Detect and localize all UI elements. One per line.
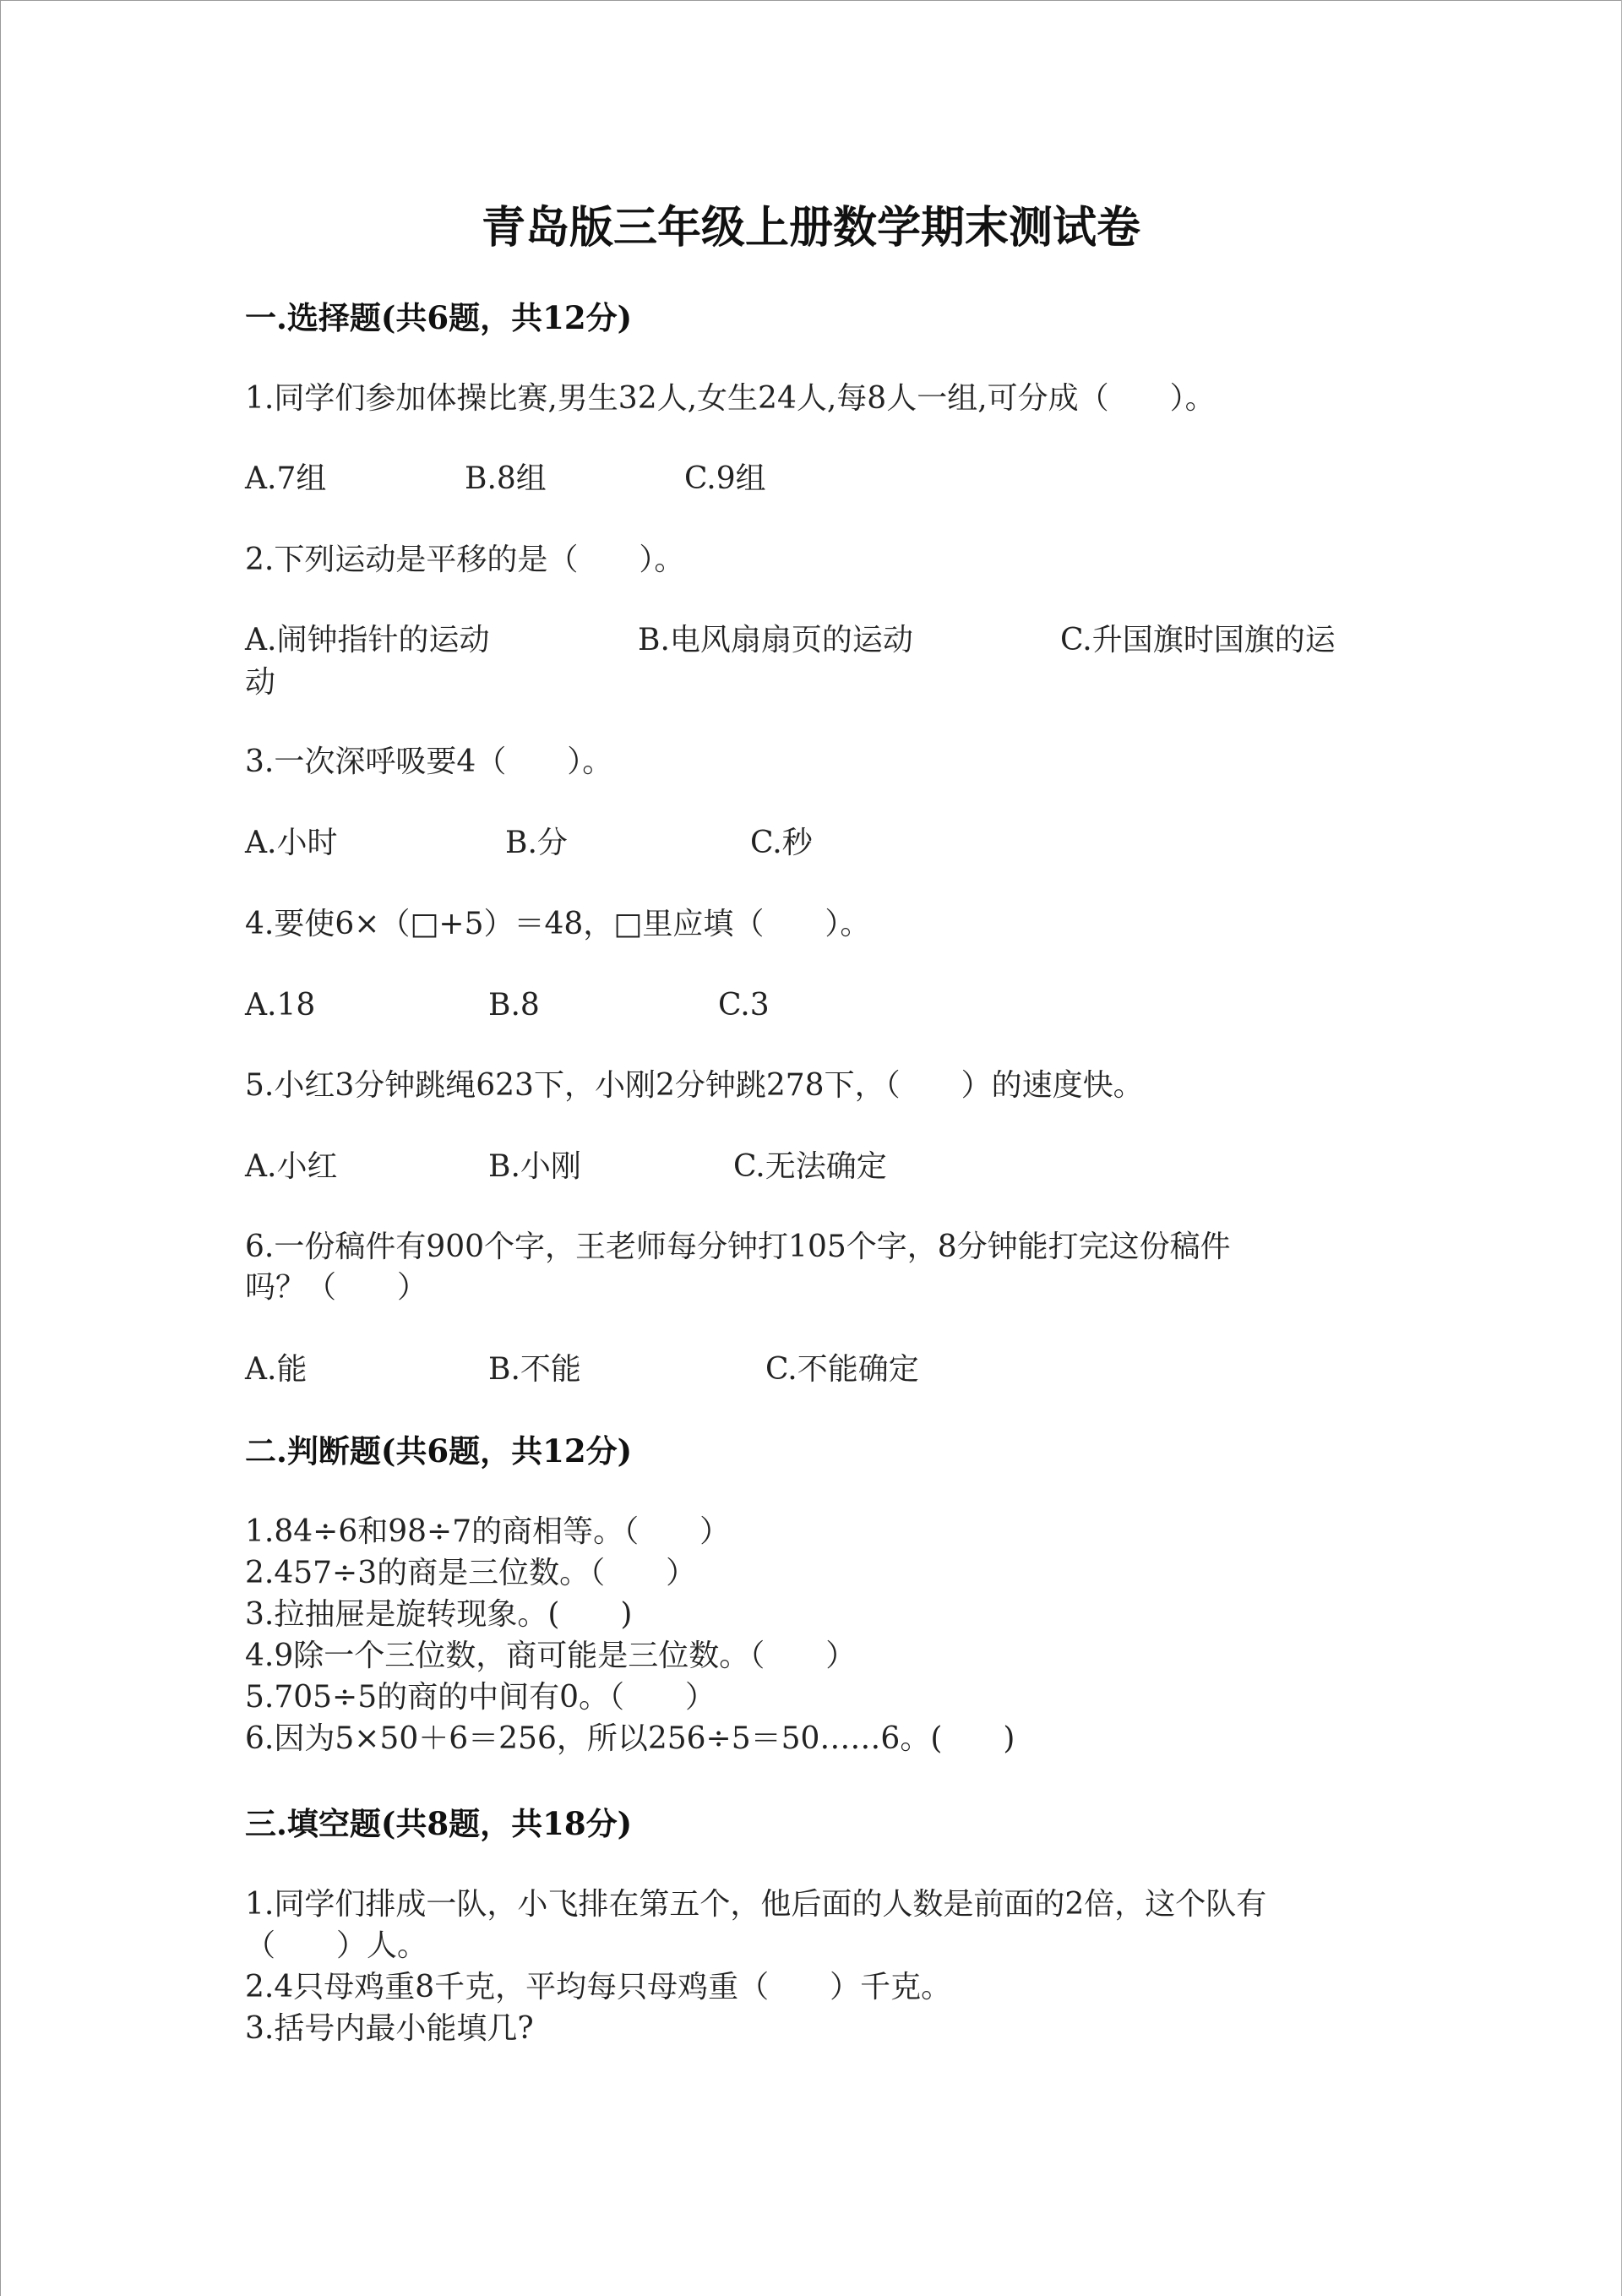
answer-option-b: B.8组 — [465, 461, 547, 496]
page-border-left — [0, 0, 1, 2296]
question-stem: 1.同学们参加体操比赛,男生32人,女生24人,每8人一组,可分成（ ）。 — [245, 381, 1216, 416]
answer-option-c: C.无法确定 — [733, 1149, 887, 1184]
answer-option-a: A.能 — [245, 1352, 308, 1387]
fill-item: 1.同学们排成一队，小飞排在第五个，他后面的人数是前面的2倍，这个队有 — [245, 1887, 1267, 1922]
answer-option-a: A.闹钟指针的运动 — [245, 623, 490, 657]
page-border-top — [0, 0, 1622, 1]
question-stem: 4.要使6×（□+5）＝48，□里应填（ ）。 — [245, 907, 871, 941]
answer-option-b: B.电风扇扇页的运动 — [638, 623, 913, 657]
section-heading-choice: 一.选择题(共6题，共12分) — [245, 299, 633, 336]
judge-item: 2.457÷3的商是三位数。（ ） — [245, 1556, 697, 1590]
judge-item: 4.9除一个三位数，商可能是三位数。（ ） — [245, 1639, 857, 1673]
answer-option-c: C.9组 — [684, 461, 766, 496]
answer-option-a: A.18 — [245, 988, 316, 1023]
answer-option-b: B.小刚 — [488, 1149, 581, 1184]
answer-option-a: A.7组 — [245, 461, 327, 496]
judge-item: 6.因为5×50＋6＝256，所以256÷5＝50……6。( ) — [245, 1721, 1015, 1756]
answer-option-b: B.不能 — [488, 1352, 581, 1387]
answer-option-c-wrap: 动 — [245, 665, 276, 700]
question-stem: 6.一份稿件有900个字，王老师每分钟打105个字，8分钟能打完这份稿件 — [245, 1230, 1231, 1264]
answer-option-a: A.小红 — [245, 1149, 338, 1184]
section-heading-judge: 二.判断题(共6题，共12分) — [245, 1432, 633, 1470]
question-stem-cont: 吗？（ ） — [245, 1270, 428, 1305]
answer-option-b: B.8 — [488, 988, 540, 1023]
judge-item: 1.84÷6和98÷7的商相等。（ ） — [245, 1514, 731, 1549]
answer-option-c: C.秒 — [750, 826, 813, 860]
answer-option-a: A.小时 — [245, 826, 338, 860]
section-heading-fill: 三.填空题(共8题，共18分) — [245, 1805, 633, 1842]
question-stem: 2.下列运动是平移的是（ ）。 — [245, 543, 685, 577]
question-stem: 5.小红3分钟跳绳623下，小刚2分钟跳278下，（ ）的速度快。 — [245, 1068, 1144, 1103]
fill-item: 2.4只母鸡重8千克，平均每只母鸡重（ ）千克。 — [245, 1970, 952, 2004]
judge-item: 3.拉抽屉是旋转现象。( ) — [245, 1597, 633, 1632]
fill-item: 3.括号内最小能填几? — [245, 2011, 534, 2046]
question-stem: 3.一次深呼吸要4（ ）。 — [245, 744, 613, 779]
answer-option-c: C.不能确定 — [765, 1352, 919, 1387]
answer-option-c: C.升国旗时国旗的运 — [1060, 623, 1336, 657]
answer-option-b: B.分 — [505, 826, 568, 860]
judge-item: 5.705÷5的商的中间有0。（ ） — [245, 1680, 716, 1715]
answer-option-c: C.3 — [718, 988, 770, 1023]
page-title: 青岛版三年级上册数学期末测试卷 — [481, 202, 1140, 254]
fill-item-cont: （ ）人。 — [245, 1928, 428, 1963]
